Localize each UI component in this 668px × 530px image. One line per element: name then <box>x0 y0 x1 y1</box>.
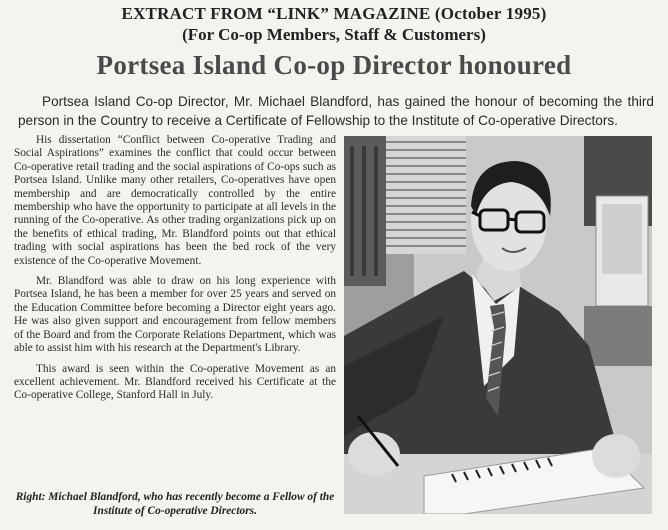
intro-paragraph: Portsea Island Co-op Director, Mr. Michael Blandford, has gained the honour of becoming the third person in the Country to receive a Certificate of Fellowship to the Institute of Co-operative Directors. <box>18 94 654 128</box>
body-paragraph-2: Mr. Blandford was able to draw on his long experience with Portsea Island, he has been a member for over 25 years and served on the Education Committee before becoming a Director eight years ago. He was also given support and encouragement from fellow members of the Board and from the Corporate Relations Department, which was able to assist him with his research at the Department's Library. <box>14 275 336 355</box>
extract-title: EXTRACT FROM “LINK” MAGAZINE (October 1995) <box>121 4 547 23</box>
article-body <box>14 134 336 410</box>
body-paragraph-1: His dissertation “Conflict between Co-operative Trading and Social Aspirations” examines the conflict that could occur between Co-operative retail trading and the social aspirations of Co-ops such as Portsea Island. Unlike many other retailers, Co-operatives have open membership and are democratically controlled by the entire membership who have the opportunity to participate at all levels in the running of the Co-operative. As other trading organizations pick up on the benefits of ethical trading, Mr. Blandford points out that ethical trading with social aspirations has been the bed rock of the very existence of the Co-operative Movement. <box>14 134 336 267</box>
audience-subtitle: (For Co-op Members, Staff & Customers) <box>182 25 486 44</box>
body-paragraph-3: This award is seen within the Co-operative Movement as an excellent achievement. Mr. Blandford received his Certificate at the Co-operative College, Stanford Hall in July. <box>14 362 336 402</box>
article-headline: Portsea Island Co-op Director honoured <box>96 50 572 80</box>
photo-caption: Right: Michael Blandford, who has recently become a Fellow of the Institute of Co-operative Directors. <box>15 491 335 517</box>
right-hand <box>592 434 640 478</box>
portrait-photo <box>344 136 652 514</box>
left-hand <box>348 432 400 476</box>
portrait-photo-illustration <box>344 136 652 514</box>
